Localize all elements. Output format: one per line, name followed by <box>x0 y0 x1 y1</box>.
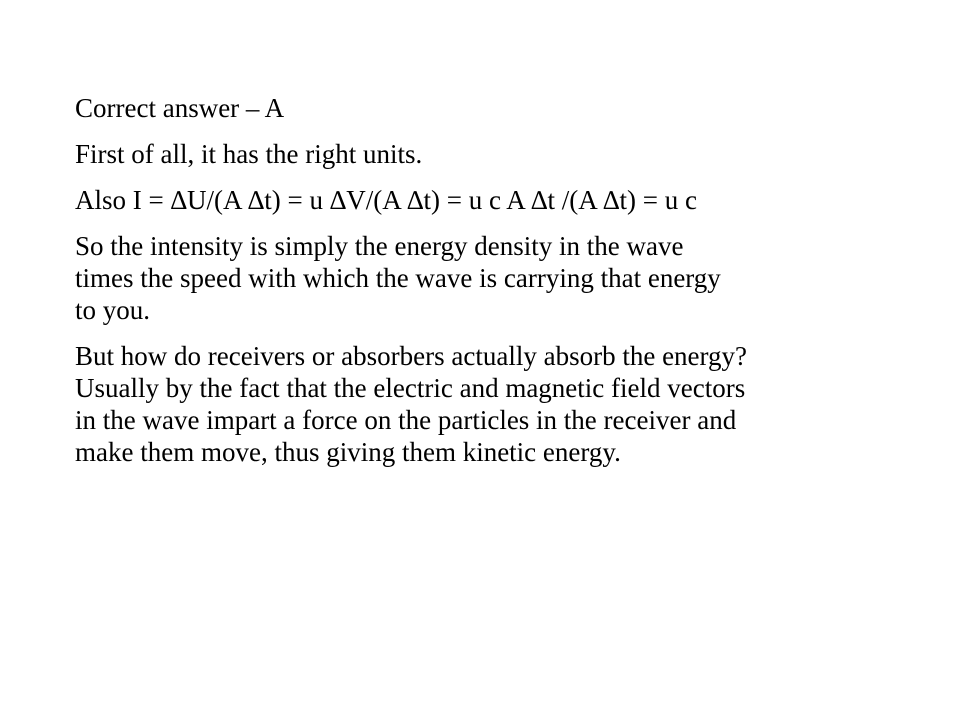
text-line: to you. <box>75 295 151 325</box>
text-line: Also I = ∆U/(A ∆t) = u ∆V/(A ∆t) = u c A ∆t /(A ∆t) = u c <box>75 185 697 215</box>
intensity-explanation <box>75 230 905 326</box>
text-line: make them move, thus giving them kinetic energy. <box>75 437 621 467</box>
answer-line <box>75 92 905 124</box>
slide-content <box>75 92 905 468</box>
text-line: times the speed with which the wave is carrying that energy <box>75 263 721 293</box>
text-line: Usually by the fact that the electric and magnetic field vectors <box>75 373 746 403</box>
absorption-explanation <box>75 340 905 468</box>
intensity-equation <box>75 184 905 216</box>
text-line: in the wave impart a force on the particles in the receiver and <box>75 405 737 435</box>
units-statement <box>75 138 905 170</box>
text-line: First of all, it has the right units. <box>75 139 423 169</box>
text-line: So the intensity is simply the energy density in the wave <box>75 231 684 261</box>
text-line: But how do receivers or absorbers actually absorb the energy? <box>75 341 748 371</box>
text-line: Correct answer – A <box>75 93 285 123</box>
